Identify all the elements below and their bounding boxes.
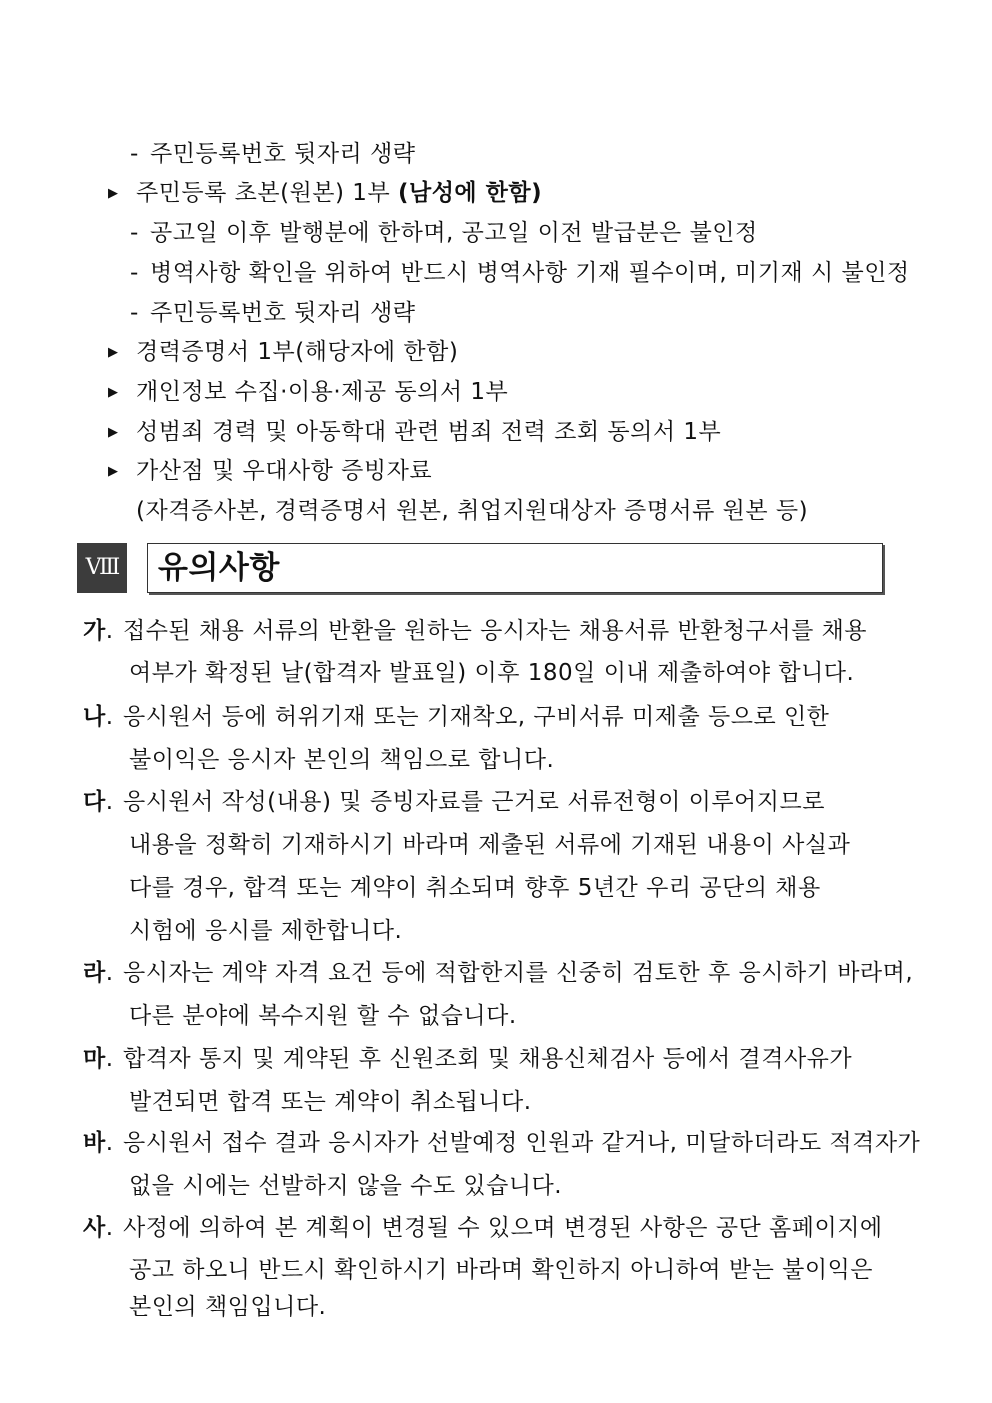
- note-continuation: 시험에 응시를 제한합니다.: [129, 918, 403, 944]
- note-continuation: 여부가 확정된 날(합격자 발표일) 이후 180일 이내 제출하여야 합니다.: [129, 660, 855, 686]
- triangle-bullet-icon: ▶: [108, 425, 119, 440]
- note-item: 마. 합격자 통지 및 계약된 후 신원조회 및 채용신체검사 등에서 결격사유가: [83, 1046, 853, 1072]
- note-marker: 가.: [83, 618, 114, 644]
- dash-item: - 공고일 이후 발행분에 한하며, 공고일 이전 발급분은 불인정: [130, 220, 758, 246]
- note-item: 사. 사정에 의하여 본 계획이 변경될 수 있으며 변경된 사항은 공단 홈페이지에: [83, 1215, 883, 1241]
- bullet-item: ▶ 경력증명서 1부(해당자에 한함): [108, 337, 458, 368]
- section-title-box: [147, 543, 883, 593]
- triangle-bullet-icon: ▶: [108, 385, 119, 400]
- bullet-item: ▶ 개인정보 수집·이용·제공 동의서 1부: [108, 377, 508, 408]
- note-continuation: 본인의 책임입니다.: [129, 1294, 327, 1320]
- note-item: 라. 응시자는 계약 자격 요건 등에 적합한지를 신중히 검토한 후 응시하기 바라며,: [83, 960, 914, 986]
- note-item: 가. 접수된 채용 서류의 반환을 원하는 응시자는 채용서류 반환청구서를 채용: [83, 618, 868, 644]
- triangle-bullet-icon: ▶: [108, 464, 119, 479]
- note-continuation: 없을 시에는 선발하지 않을 수도 있습니다.: [129, 1173, 563, 1199]
- note-marker: 마.: [83, 1046, 114, 1072]
- note-continuation: 다른 분야에 복수지원 할 수 없습니다.: [129, 1003, 517, 1029]
- note-continuation: 공고 하오니 반드시 확인하시기 바라며 확인하지 아니하여 받는 불이익은: [129, 1257, 874, 1283]
- note-continuation: 다를 경우, 합격 또는 계약이 취소되며 향후 5년간 우리 공단의 채용: [129, 875, 821, 901]
- note-marker: 나.: [83, 704, 114, 730]
- triangle-bullet-icon: ▶: [108, 345, 119, 360]
- bullet-item: ▶ 가산점 및 우대사항 증빙자료: [108, 456, 432, 487]
- note-marker: 다.: [83, 789, 114, 815]
- triangle-bullet-icon: ▶: [108, 186, 119, 201]
- note-item: 바. 응시원서 접수 결과 응시자가 선발예정 인원과 같거나, 미달하더라도 적격자가: [83, 1130, 921, 1156]
- note-marker: 바.: [83, 1130, 114, 1156]
- paren-note: (자격증사본, 경력증명서 원본, 취업지원대상자 증명서류 원본 등): [136, 498, 809, 524]
- note-item: 다. 응시원서 작성(내용) 및 증빙자료를 근거로 서류전형이 이루어지므로: [83, 789, 825, 815]
- note-continuation: 발견되면 합격 또는 계약이 취소됩니다.: [129, 1089, 532, 1115]
- bullet-item: ▶ 주민등록 초본(원본) 1부 (남성에 한함): [108, 178, 542, 209]
- dash-item: - 주민등록번호 뒷자리 생략: [130, 141, 416, 167]
- dash-item: - 주민등록번호 뒷자리 생략: [130, 300, 416, 326]
- section-number-badge: Ⅷ: [77, 543, 127, 593]
- dash-item: - 병역사항 확인을 위하여 반드시 병역사항 기재 필수이며, 미기재 시 불인정: [130, 260, 910, 286]
- bullet-item: ▶ 성범죄 경력 및 아동학대 관련 범죄 전력 조회 동의서 1부: [108, 417, 721, 448]
- note-continuation: 불이익은 응시자 본인의 책임으로 합니다.: [129, 747, 555, 773]
- note-continuation: 내용을 정확히 기재하시기 바라며 제출된 서류에 기재된 내용이 사실과: [129, 832, 851, 858]
- note-item: 나. 응시원서 등에 허위기재 또는 기재착오, 구비서류 미제출 등으로 인한: [83, 704, 830, 730]
- note-marker: 라.: [83, 960, 114, 986]
- note-marker: 사.: [83, 1215, 114, 1241]
- section-title: 유의사항: [158, 550, 280, 586]
